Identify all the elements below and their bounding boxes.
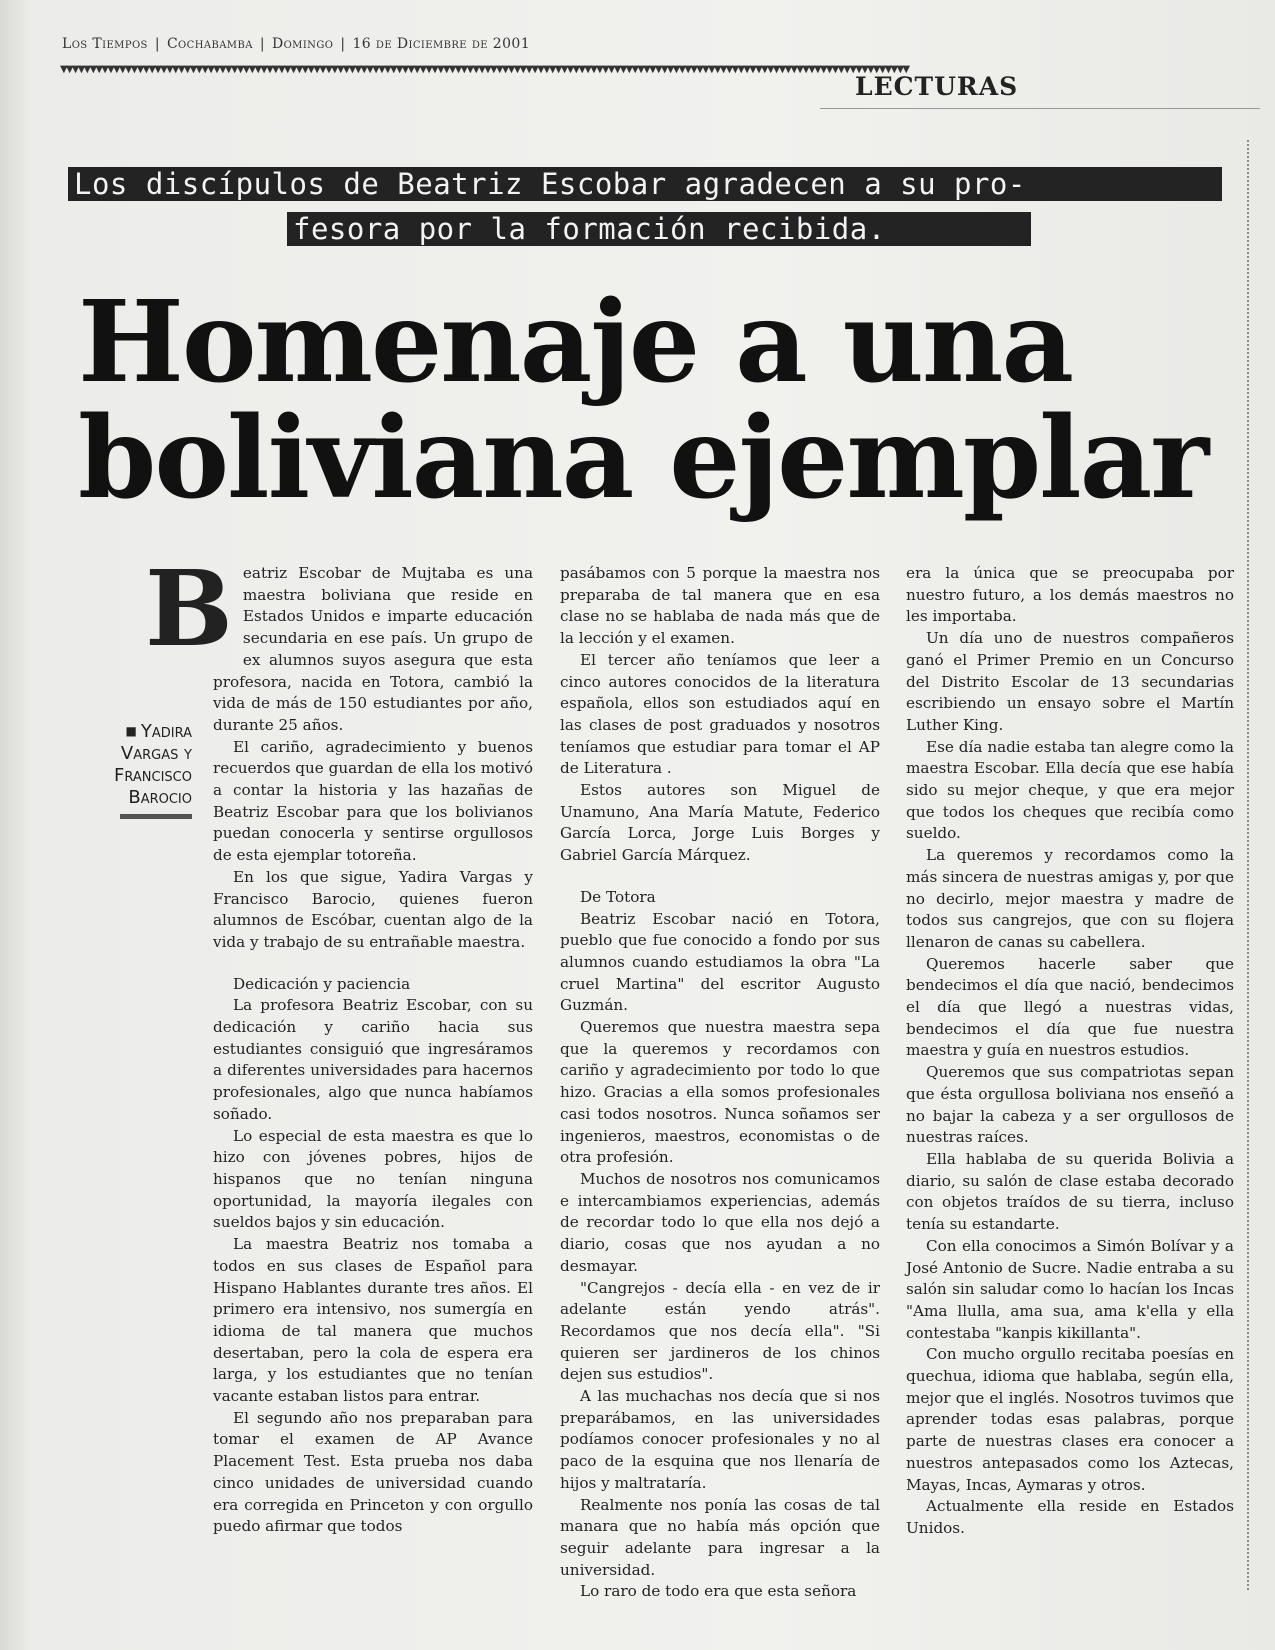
paragraph: Queremos hacerle saber que bendecimos el día que nació, bendecimos el día que llegó a nuestras vidas, bendecimos el día que fue nuestra maestra y guía en nuestros estudios. xyxy=(906,954,1234,1060)
headline-line-1: Homenaje a una xyxy=(78,277,1073,408)
byline-line-3: Francisco xyxy=(114,765,192,786)
weekday: Domingo xyxy=(271,36,334,52)
paragraph: "Cangrejos - decía ella - en vez de ir adelante están yendo atrás". Recordamos que nos decía ella". "Si quieren ser jardineros de los chinos dejen sus estudios". xyxy=(560,1278,880,1384)
byline-line-2: Vargas y xyxy=(120,743,192,764)
issue-date: 16 de Diciembre de 2001 xyxy=(352,36,531,52)
byline-line-4: Barocio xyxy=(128,787,192,808)
section-rule xyxy=(820,108,1260,109)
headline xyxy=(78,277,1228,524)
paragraph: era la única que se preocupaba por nuestro futuro, a los demás maestros no les importaba. xyxy=(906,564,1234,626)
paragraph: Ella hablaba de su querida Bolivia a diario, su salón de clase estaba decorado con objetos traídos de su tierra, incluso tenía su estandarte. xyxy=(906,1149,1234,1234)
paragraph: El segundo año nos preparaban para tomar el examen de AP Avance Placement Test. Esta prueba nos daba cinco unidades de universidad cuando era corregida en Princeton y con orgullo puedo afirmar que todos xyxy=(213,1408,533,1536)
drop-cap: B xyxy=(145,547,233,670)
page-header: Los Tiempos | Cochabamba | Domingo | 16 de Diciembre de 2001 xyxy=(62,36,531,52)
paragraph: Con ella conocimos a Simón Bolívar y a José Antonio de Sucre. Nadie entraba a su salón sin saludar como lo hacían los Incas "Ama llulla, ama sua, ama k'ella y ella contestaba "kanpis kikillanta". xyxy=(906,1236,1234,1342)
paragraph: Queremos que nuestra maestra sepa que la queremos y recordamos con cariño y agradecimiento por todo lo que hizo. Gracias a ella somos profesionales casi todos nosotros. Nunca soñamos ser ingenieros, maestros, economistas o de otra profesión. xyxy=(560,1018,880,1167)
paragraph: En los que sigue, Yadira Vargas y Francisco Barocio, quienes fueron alumnos de Escóbar, cuentan algo de la vida y trabajo de su entrañable maestra. xyxy=(213,867,533,951)
paper-name: Los Tiempos xyxy=(62,36,148,52)
headline-line-2: boliviana ejemplar xyxy=(78,393,1208,524)
paragraph: Beatriz Escobar nació en Totora, pueblo que fue conocido a fondo por sus alumnos cuando estudiamos la obra "La cruel Martina" del escritor Augusto Guzmán. xyxy=(560,909,880,1015)
paragraph: Muchos de nosotros nos comunicamos e intercambiamos experiencias, además de recordar todo lo que ella nos dejó a diario, cosas que nos ayudan a no desmayar. xyxy=(560,1169,880,1275)
article-column-3 xyxy=(906,563,1234,1540)
section-title: LECTURAS xyxy=(855,72,1019,101)
bullet-square-icon: ■ xyxy=(125,724,137,738)
paragraph: El tercer año teníamos que leer a cinco autores conocidos de la literatura española, ellos son estudiados aquí en las clases de post graduados y nosotros teníamos que estudiar para tomar el AP de Literatura . xyxy=(560,650,880,778)
paragraph: Lo especial de esta maestra es que lo hizo con jóvenes pobres, hijos de hispanos que no tenían ninguna oportunidad, la mayoría ilegales con sueldos bajos y sin educación. xyxy=(213,1126,533,1232)
article-column-2 xyxy=(560,563,880,1603)
city-name: Cochabamba xyxy=(166,36,253,52)
paragraph: Actualmente ella reside en Estados Unidos. xyxy=(906,1497,1234,1537)
article-column-1 xyxy=(145,547,533,1538)
paragraph: La maestra Beatriz nos tomaba a todos en sus clases de Español para Hispano Hablantes durante tres años. El primero era intensivo, nos sumergía en idioma de tal manera que muchos desertaban, pero la cola de espera era larga, y los estudiantes que no tenían vacante estaban listos para entrar. xyxy=(213,1235,533,1406)
paragraph: Estos autores son Miguel de Unamuno, Ana María Matute, Federico García Lorca, Jorge Luis Borges y Gabriel García Márquez. xyxy=(560,781,880,865)
paragraph: Beatriz Escobar de Mujtaba es una maestra boliviana que reside en Estados Unidos e imparte educación secundaria en ese país. Un grupo de ex alumnos suyos asegura que esta profesora, nacida en Totora, cambió la vida de más de 150 estudiantes por año, durante 25 años. xyxy=(145,547,533,734)
subheading: Dedicación y paciencia xyxy=(233,974,411,993)
paragraph: El cariño, agradecimiento y buenos recuerdos que guardan de ella los motivó a contar la historia y las hazañas de Beatriz Escobar para que los bolivianos puedan conocerla y sentirse orgullosos de esta ejemplar totoreña. xyxy=(213,737,533,865)
paragraph: La profesora Beatriz Escobar, con su dedicación y cariño hacia sus estudiantes consiguió que ingresáramos a diferentes universidades para hacernos profesionales, algo que nunca habíamos soñado. xyxy=(213,996,533,1123)
decorative-triangle-rule: ▼▼▼▼▼▼▼▼▼▼▼▼▼▼▼▼▼▼▼▼▼▼▼▼▼▼▼▼▼▼▼▼▼▼▼▼▼▼▼▼▼▼▼▼▼▼▼▼▼▼▼▼▼▼▼▼▼▼▼▼▼▼▼▼▼▼▼▼▼▼▼▼▼▼▼▼▼▼▼▼▼▼▼▼▼▼▼▼▼▼▼▼▼▼▼▼▼▼▼▼▼▼▼▼▼▼▼▼▼▼▼▼▼▼▼▼▼▼▼▼▼▼▼▼▼▼▼▼▼▼▼▼▼▼▼▼▼▼▼▼▼▼▼▼ xyxy=(60,64,909,75)
paragraph: La queremos y recordamos como la más sincera de nuestras amigas y, por que no decirlo, mejor maestra y madre de todos sus cangrejos, que con su flojera llenaron de canas su cabellera. xyxy=(906,846,1234,951)
paragraph: Lo raro de todo era que esta señora xyxy=(580,1582,857,1601)
deck-line-1: Los discípulos de Beatriz Escobar agradecen a su pro- xyxy=(68,167,1222,201)
paragraph: Realmente nos ponía las cosas de tal manara que no había más opción que seguir adelante para ingresar a la universidad. xyxy=(560,1495,880,1579)
column-edge-dotted-rule xyxy=(1247,140,1249,1590)
byline xyxy=(96,720,192,809)
paragraph: A las muchachas nos decía que si nos preparábamos, en las universidades podíamos conocer profesionales y no al paco de la esquina que nos llenaría de hijos y maltrataría. xyxy=(560,1387,880,1492)
subheading: De Totora xyxy=(580,887,656,906)
paragraph: pasábamos con 5 porque la maestra nos preparaba de tal manera que en esa clase no se hablaba de nada más que de la lección y el examen. xyxy=(560,564,880,648)
paragraph: Con mucho orgullo recitaba poesías en quechua, idioma que hablaba, según ella, mejor que el inglés. Nosotros tuvimos que aprender todas esas palabras, porque parte de nuestras clases era conocer a nuestros antepasados como los Aztecas, Mayas, Incas, Aymaras y otros. xyxy=(906,1345,1234,1494)
byline-line-1: Yadira xyxy=(140,721,192,742)
paragraph: Un día uno de nuestros compañeros ganó el Primer Premio en un Concurso del Distrito Escolar de 13 secundarias escribiendo un ensayo sobre el Martín Luther King. xyxy=(906,629,1234,734)
byline-bar xyxy=(120,814,192,819)
paragraph: Ese día nadie estaba tan alegre como la maestra Escobar. Ella decía que ese había sido su mejor cheque, y que era mejor que todos los cheques que recibía como sueldo. xyxy=(906,737,1234,843)
paragraph: Queremos que sus compatriotas sepan que ésta orgullosa boliviana nos enseñó a no bajar la cabeza y a ser orgullosos de nuestras raíces. xyxy=(906,1063,1234,1147)
deck-line-2: fesora por la formación recibida. xyxy=(287,212,1031,246)
